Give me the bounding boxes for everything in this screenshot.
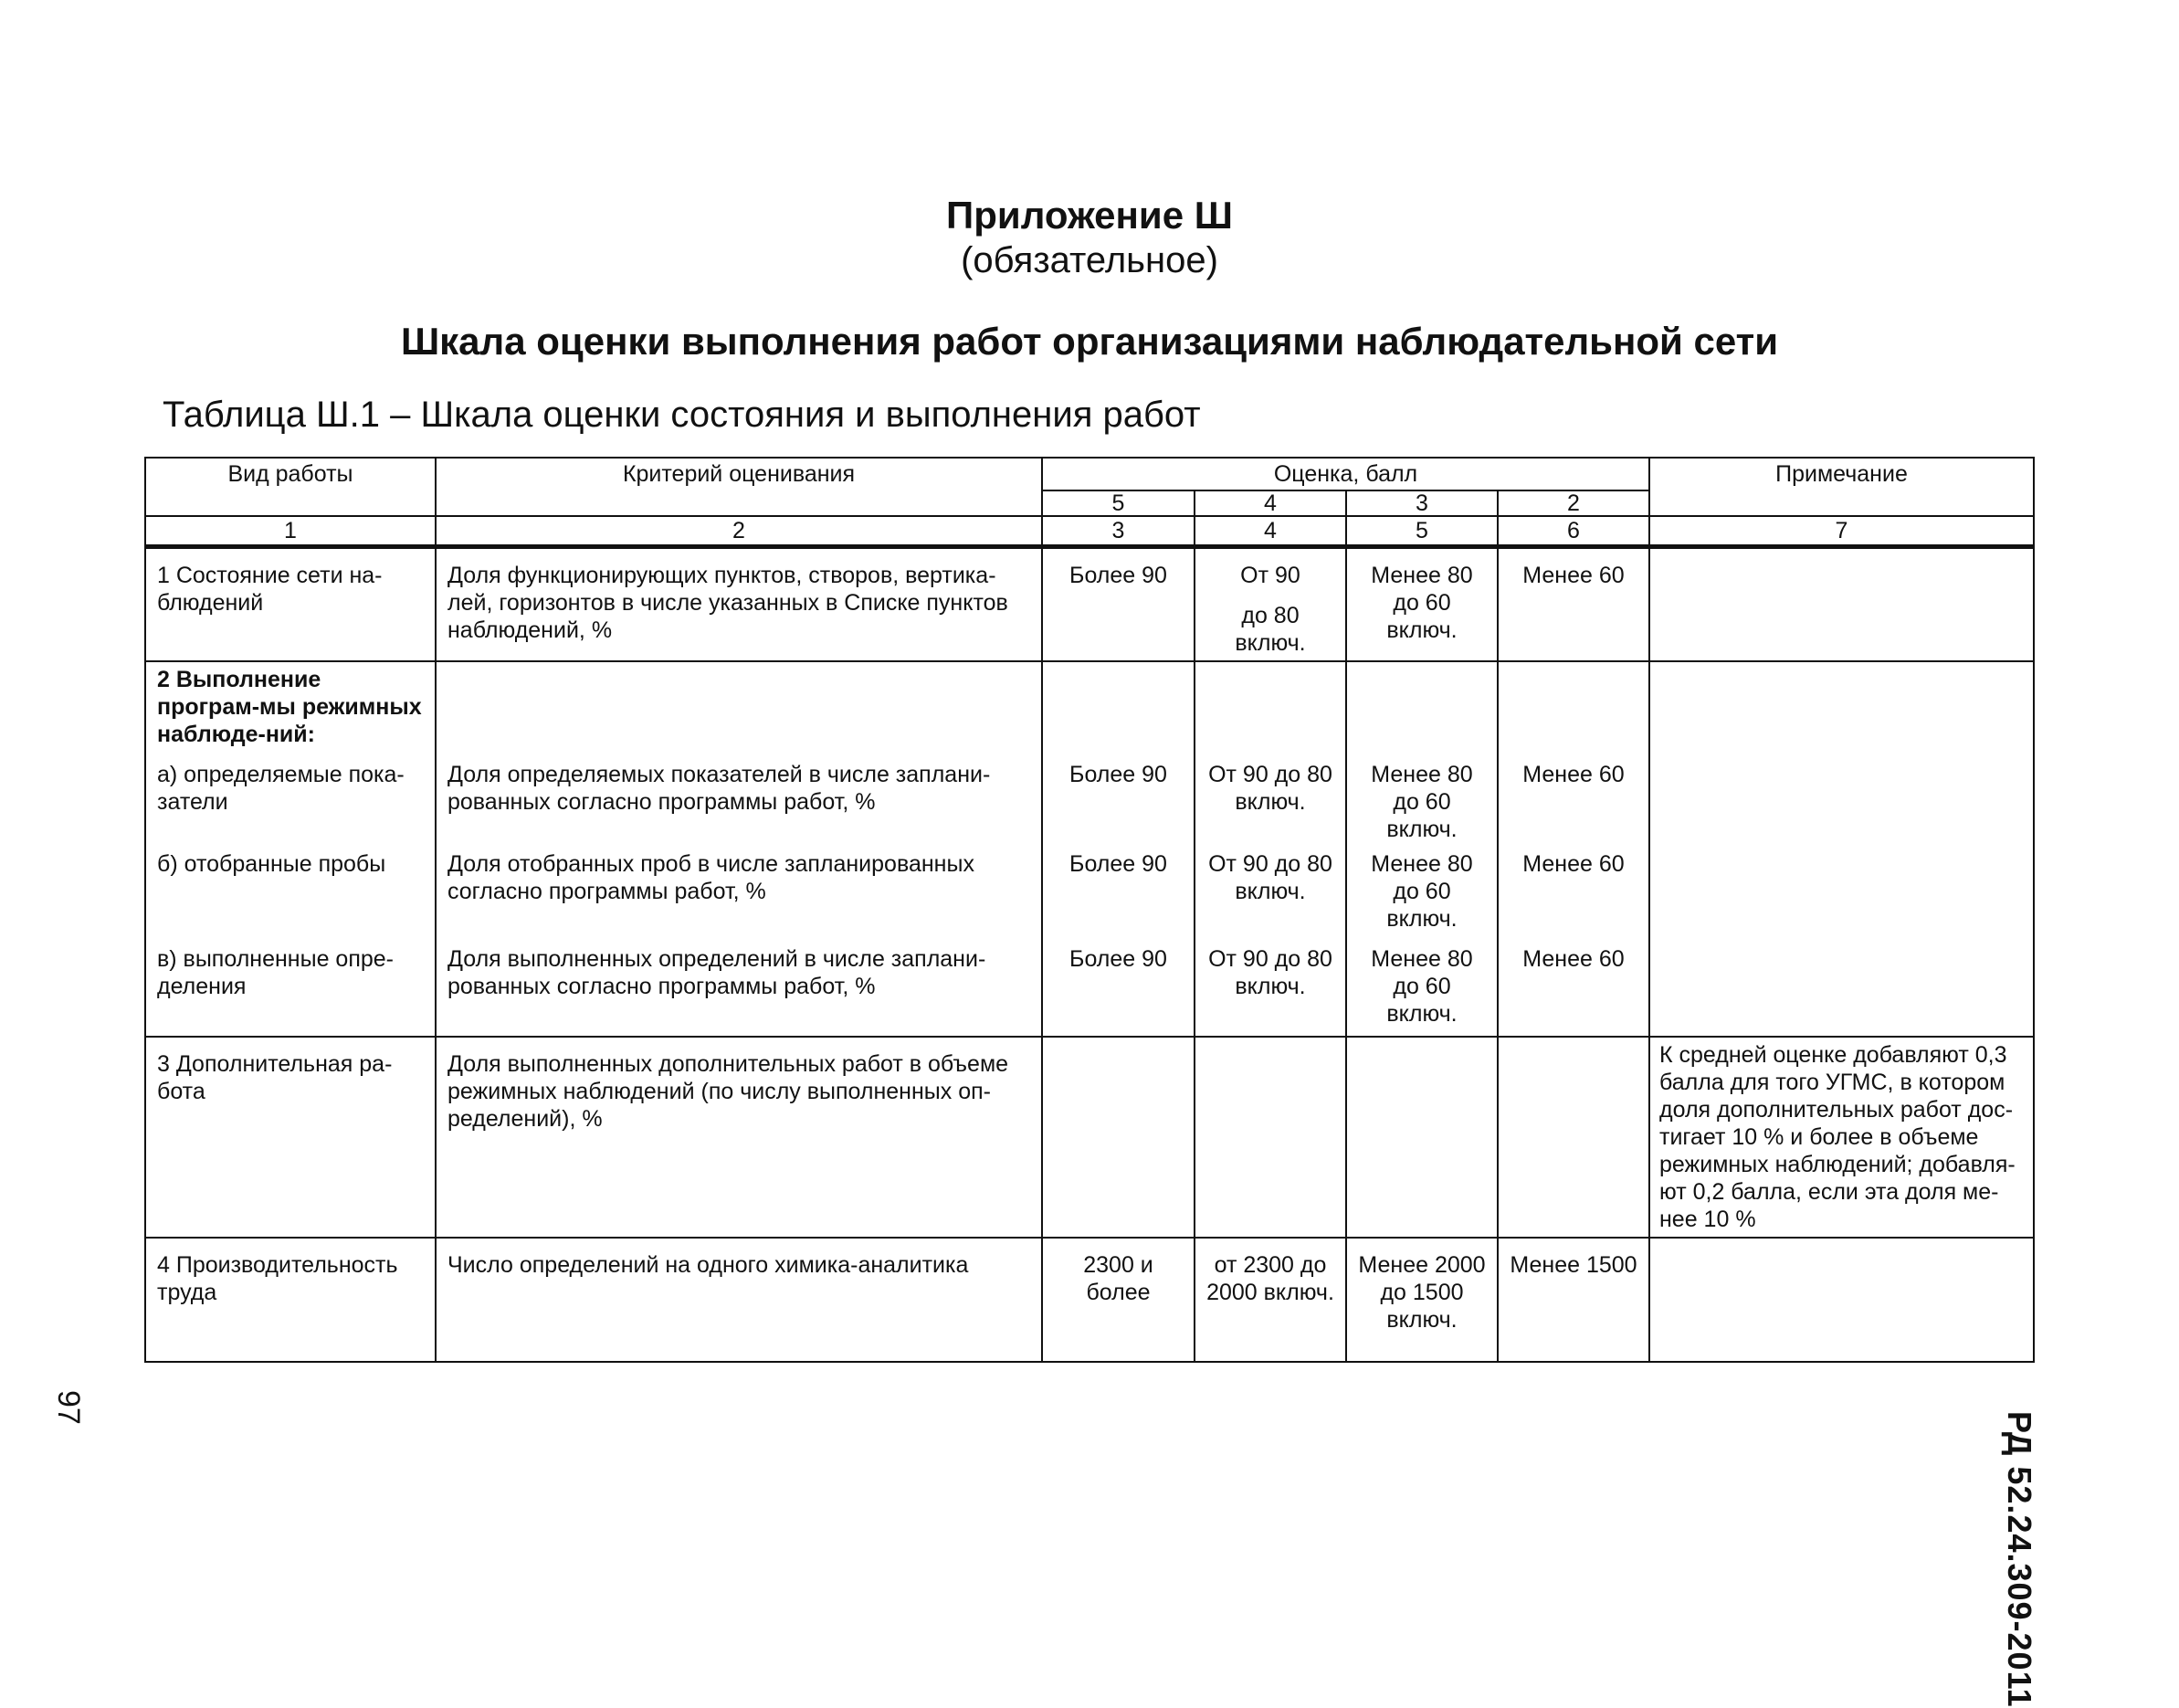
- appendix-subheading: (обязательное): [961, 240, 1218, 280]
- cell-score-5: Более 90: [1042, 847, 1195, 942]
- cell-criterion: Доля отобранных проб в числе запланированных согласно программы работ, %: [436, 847, 1042, 942]
- cell-score-5: Более 90: [1042, 748, 1195, 847]
- col-number: 1: [145, 516, 436, 547]
- table-row: [145, 1238, 2034, 1362]
- cell-score-2: Менее 60: [1498, 547, 1649, 662]
- col-number: 4: [1195, 516, 1346, 547]
- cell-score-4: [1195, 1037, 1346, 1238]
- appendix-heading: Приложение Ш: [946, 194, 1233, 237]
- cell-work: а) определяемые пока-затели: [145, 748, 436, 847]
- cell-work: в) выполненные опре-деления: [145, 942, 436, 1037]
- col-number: 2: [436, 516, 1042, 547]
- page-number: 97: [51, 1390, 86, 1425]
- score-3: 3: [1346, 490, 1498, 516]
- document-title: Шкала оценки выполнения работ организациями наблюдательной сети: [400, 320, 1779, 363]
- cell-work: 4 Производительность труда: [145, 1238, 436, 1362]
- cell-score-3: Менее 80 до 60 включ.: [1346, 942, 1498, 1037]
- col-number: 6: [1498, 516, 1649, 547]
- table-row: [145, 547, 2034, 662]
- cell-score-5: 2300 и более: [1042, 1238, 1195, 1362]
- table-row: [145, 1037, 2034, 1238]
- cell-score-2: Менее 60: [1498, 942, 1649, 1037]
- cell-score-3: [1346, 1037, 1498, 1238]
- header-note: Примечание: [1649, 458, 2034, 516]
- col-number: 7: [1649, 516, 2034, 547]
- header-criterion: Критерий оценивания: [436, 458, 1042, 516]
- cell-score-2: [1498, 661, 1649, 748]
- score-5: 5: [1042, 490, 1195, 516]
- cell-score-4: [1195, 661, 1346, 748]
- cell-note: [1649, 661, 2034, 1037]
- header-row: [145, 458, 2034, 490]
- cell-score-5: Более 90: [1042, 547, 1195, 662]
- cell-score-3: Менее 80 до 60 включ.: [1346, 748, 1498, 847]
- cell-criterion: Доля определяемых показателей в числе заплани-рованных согласно программы работ, %: [436, 748, 1042, 847]
- table-row: [145, 661, 2034, 748]
- cell-score-4: [1195, 547, 1346, 662]
- header-score: Оценка, балл: [1042, 458, 1649, 490]
- score-4-from: От 90: [1240, 563, 1300, 588]
- score-4-to: до 80 включ.: [1235, 603, 1306, 656]
- cell-score-4: от 2300 до 2000 включ.: [1195, 1238, 1346, 1362]
- cell-score-4: От 90 до 80 включ.: [1195, 847, 1346, 942]
- cell-score-3: Менее 80 до 60 включ.: [1346, 847, 1498, 942]
- cell-criterion: Доля выполненных определений в числе заплани-рованных согласно программы работ, %: [436, 942, 1042, 1037]
- score-2: 2: [1498, 490, 1649, 516]
- document-code: РД 52.24.309-2011: [2001, 1411, 2038, 1708]
- score-4: 4: [1195, 490, 1346, 516]
- cell-work: 2 Выполнение програм-мы режимных наблюде-ний:: [145, 661, 436, 748]
- cell-work: б) отобранные пробы: [145, 847, 436, 942]
- cell-score-3: Менее 80 до 60 включ.: [1346, 547, 1498, 662]
- cell-score-2: Менее 1500: [1498, 1238, 1649, 1362]
- table-caption: Таблица Ш.1 – Шкала оценки состояния и выполнения работ: [163, 395, 1201, 435]
- cell-note: К средней оценке добавляют 0,3 балла для того УГМС, в котором доля дополнительных работ дос-тигает 10 % и более в объеме режимных наблюдений; добавля-ют 0,2 балла, если эта доля ме-нее 10 %: [1649, 1037, 2034, 1238]
- column-numbers-row: [145, 516, 2034, 547]
- cell-criterion: Доля выполненных дополнительных работ в объеме режимных наблюдений (по числу выполненных оп-ределений), %: [436, 1037, 1042, 1238]
- cell-score-5: [1042, 1037, 1195, 1238]
- cell-criterion: Число определений на одного химика-аналитика: [436, 1238, 1042, 1362]
- cell-score-2: Менее 60: [1498, 748, 1649, 847]
- cell-note: [1649, 547, 2034, 662]
- cell-score-2: [1498, 1037, 1649, 1238]
- cell-criterion: [436, 661, 1042, 748]
- cell-note: [1649, 1238, 2034, 1362]
- col-number: 5: [1346, 516, 1498, 547]
- cell-score-4: От 90 до 80 включ.: [1195, 942, 1346, 1037]
- cell-score-3: [1346, 661, 1498, 748]
- cell-score-5: Более 90: [1042, 942, 1195, 1037]
- evaluation-table: [144, 457, 2035, 1363]
- cell-score-4: От 90 до 80 включ.: [1195, 748, 1346, 847]
- cell-score-3: Менее 2000 до 1500 включ.: [1346, 1238, 1498, 1362]
- cell-criterion: Доля функционирующих пунктов, створов, вертика-лей, горизонтов в числе указанных в Списке пунктов наблюдений, %: [436, 547, 1042, 662]
- cell-score-2: Менее 60: [1498, 847, 1649, 942]
- cell-score-5: [1042, 661, 1195, 748]
- header-work: Вид работы: [145, 458, 436, 516]
- cell-work: 3 Дополнительная ра-бота: [145, 1037, 436, 1238]
- col-number: 3: [1042, 516, 1195, 547]
- cell-work: 1 Состояние сети на-блюдений: [145, 547, 436, 662]
